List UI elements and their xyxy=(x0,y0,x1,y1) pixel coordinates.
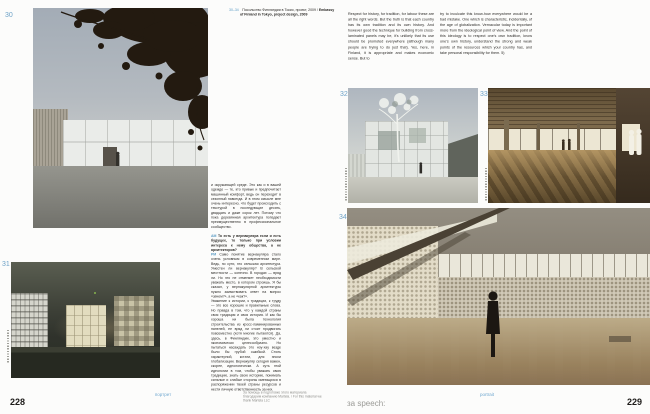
page-number-left: 228 xyxy=(10,397,26,407)
russian-text-column xyxy=(211,183,281,414)
figure-31-night-street-render xyxy=(11,262,160,378)
figure-34-number: 34 xyxy=(339,214,347,221)
interview-question xyxy=(211,234,281,253)
caption-figure-range: 30–34 xyxy=(229,8,239,12)
render-apartment-building xyxy=(11,293,48,346)
interior-figures-graphic xyxy=(488,88,650,203)
interviewee-initials: РМ xyxy=(211,253,217,257)
page-number-right: 229 xyxy=(626,397,642,407)
imprint-text: за speech: xyxy=(347,399,386,408)
person-silhouette xyxy=(419,162,422,173)
rubric-english: portrait xyxy=(479,392,494,397)
atrium-figures-graphic xyxy=(347,208,650,385)
person-silhouette xyxy=(486,291,500,357)
tree-silhouette-graphic xyxy=(33,8,208,228)
figure-30-number: 30 xyxy=(5,12,13,19)
white-person-silhouettes xyxy=(629,129,642,155)
figure-31-number: 31 xyxy=(2,261,10,268)
vertical-credit-strip xyxy=(345,168,347,202)
figure-33-number: 33 xyxy=(480,91,488,98)
render-checkered-pavilion xyxy=(114,296,154,346)
caption-english: Embassy of Finland in Tokyo, project design, 2009 xyxy=(240,8,335,17)
interview-answer-continued: Уважение к истории, к традиции, к труду — это все хорошие и правильные слова. Но правда в том, что у каждой страны своя традиция и своя история. И как бы хороша ни была технология строительства из кросс-ламинированных панелей, ее вряд ли стоит продвигать повсеместно (хотя многие пытаются). Да, здесь, в Финляндии, это уместно и экономически целесообразно. Но пытаться насаждать это ноу-хау везде было бы грубой ошибкой. Столь характерной, кстати, для эпохи глобализации. Вернакуляр сегодня важен, скорее, идеологически. А суть этой идеологии в том, чтобы уважать свою традицию, знать свою историю, понимать сильные и слабые стороны имеющихся в распоряжении твоей страны ресурсов и нести личную ответственность за них. xyxy=(211,299,281,392)
figure-30-embassy-exterior-render xyxy=(33,8,208,228)
birch-tree-graphic xyxy=(348,88,478,203)
vertical-credit-strip xyxy=(7,330,9,364)
figure-32-number: 32 xyxy=(340,91,348,98)
caption-russian: Посольство Финляндии в Токио, проект, 2009 / xyxy=(242,8,318,12)
figure-32-daytime-exterior-render xyxy=(348,88,478,203)
english-paragraph-2: try to inculcate this know-how everywhere would be a bad mistake. One which is characteristic, incidentally, of the age of globalization. Vernacular today is important more from the ideological point of view. And the point of this ideology is to respect one's own tradition, know one's own history, understand the strong and weak points of the resources which your country has, and take personal responsibility for them. 5) xyxy=(440,11,532,55)
body-paragraph: и окружающей среде. Это как и в вашей одежде — те, кто привык и предпочитает машинный комфорт, ведь он переходит в сезонный навсегда. И в этом смысле мне очень интересно, что будет происходить с текстурой в последующие десять, двадцать и даже сорок лет. Потому что пока деревянная архитектура попадает преимущественно в профессиональное сообщество. xyxy=(211,183,281,229)
render-street-foreground xyxy=(11,347,160,378)
answer-text: Само понятие вернакуляра стало очень условным в современном мире. Ведь, по сути, это сельская архитектура. Уместен ли вернакуляр? В сельской местности — конечно. В городах — вряд ли. Но это не отменяет необходимости уважать место, в котором строишь. Я бы сказал, у вернакулярной архитектуры нужно заимствовать ответ на вопрос «зачем?», а не «как?». xyxy=(211,253,282,299)
figure-34-atrium-interior-render xyxy=(347,208,650,385)
rubric-russian: портрет xyxy=(154,392,172,397)
interview-answer xyxy=(211,253,281,299)
interviewer-initials: АМ xyxy=(211,234,217,238)
person-silhouette xyxy=(116,152,120,166)
vertical-credit-strip xyxy=(485,168,487,202)
english-paragraph-1: Respect for history, for tradition, for labour these are all the right words. But the truth is that each country has its own tradition and its own history. And however good the technique for building from cross-laminated panels may be, it's unlikely that its use should be promoted everywhere (although many people are trying to do just that). Yes, here, in Finland, it is appropriate and makes economic sense. But to xyxy=(348,11,434,61)
acknowledgement-note: За помощь в подготовке этого материала благодарим компанию Martela. / For this material we thank Martela LLC xyxy=(243,391,322,403)
bench-shape xyxy=(609,336,631,342)
question-text: То есть у вернакуляра если и есть будущее, то только при условии интереса к нему общества, а не архитекторов? xyxy=(211,234,281,252)
figure-33-warm-interior-render xyxy=(488,88,650,203)
figure-caption xyxy=(229,8,335,27)
render-glowing-pavilion xyxy=(66,305,106,348)
